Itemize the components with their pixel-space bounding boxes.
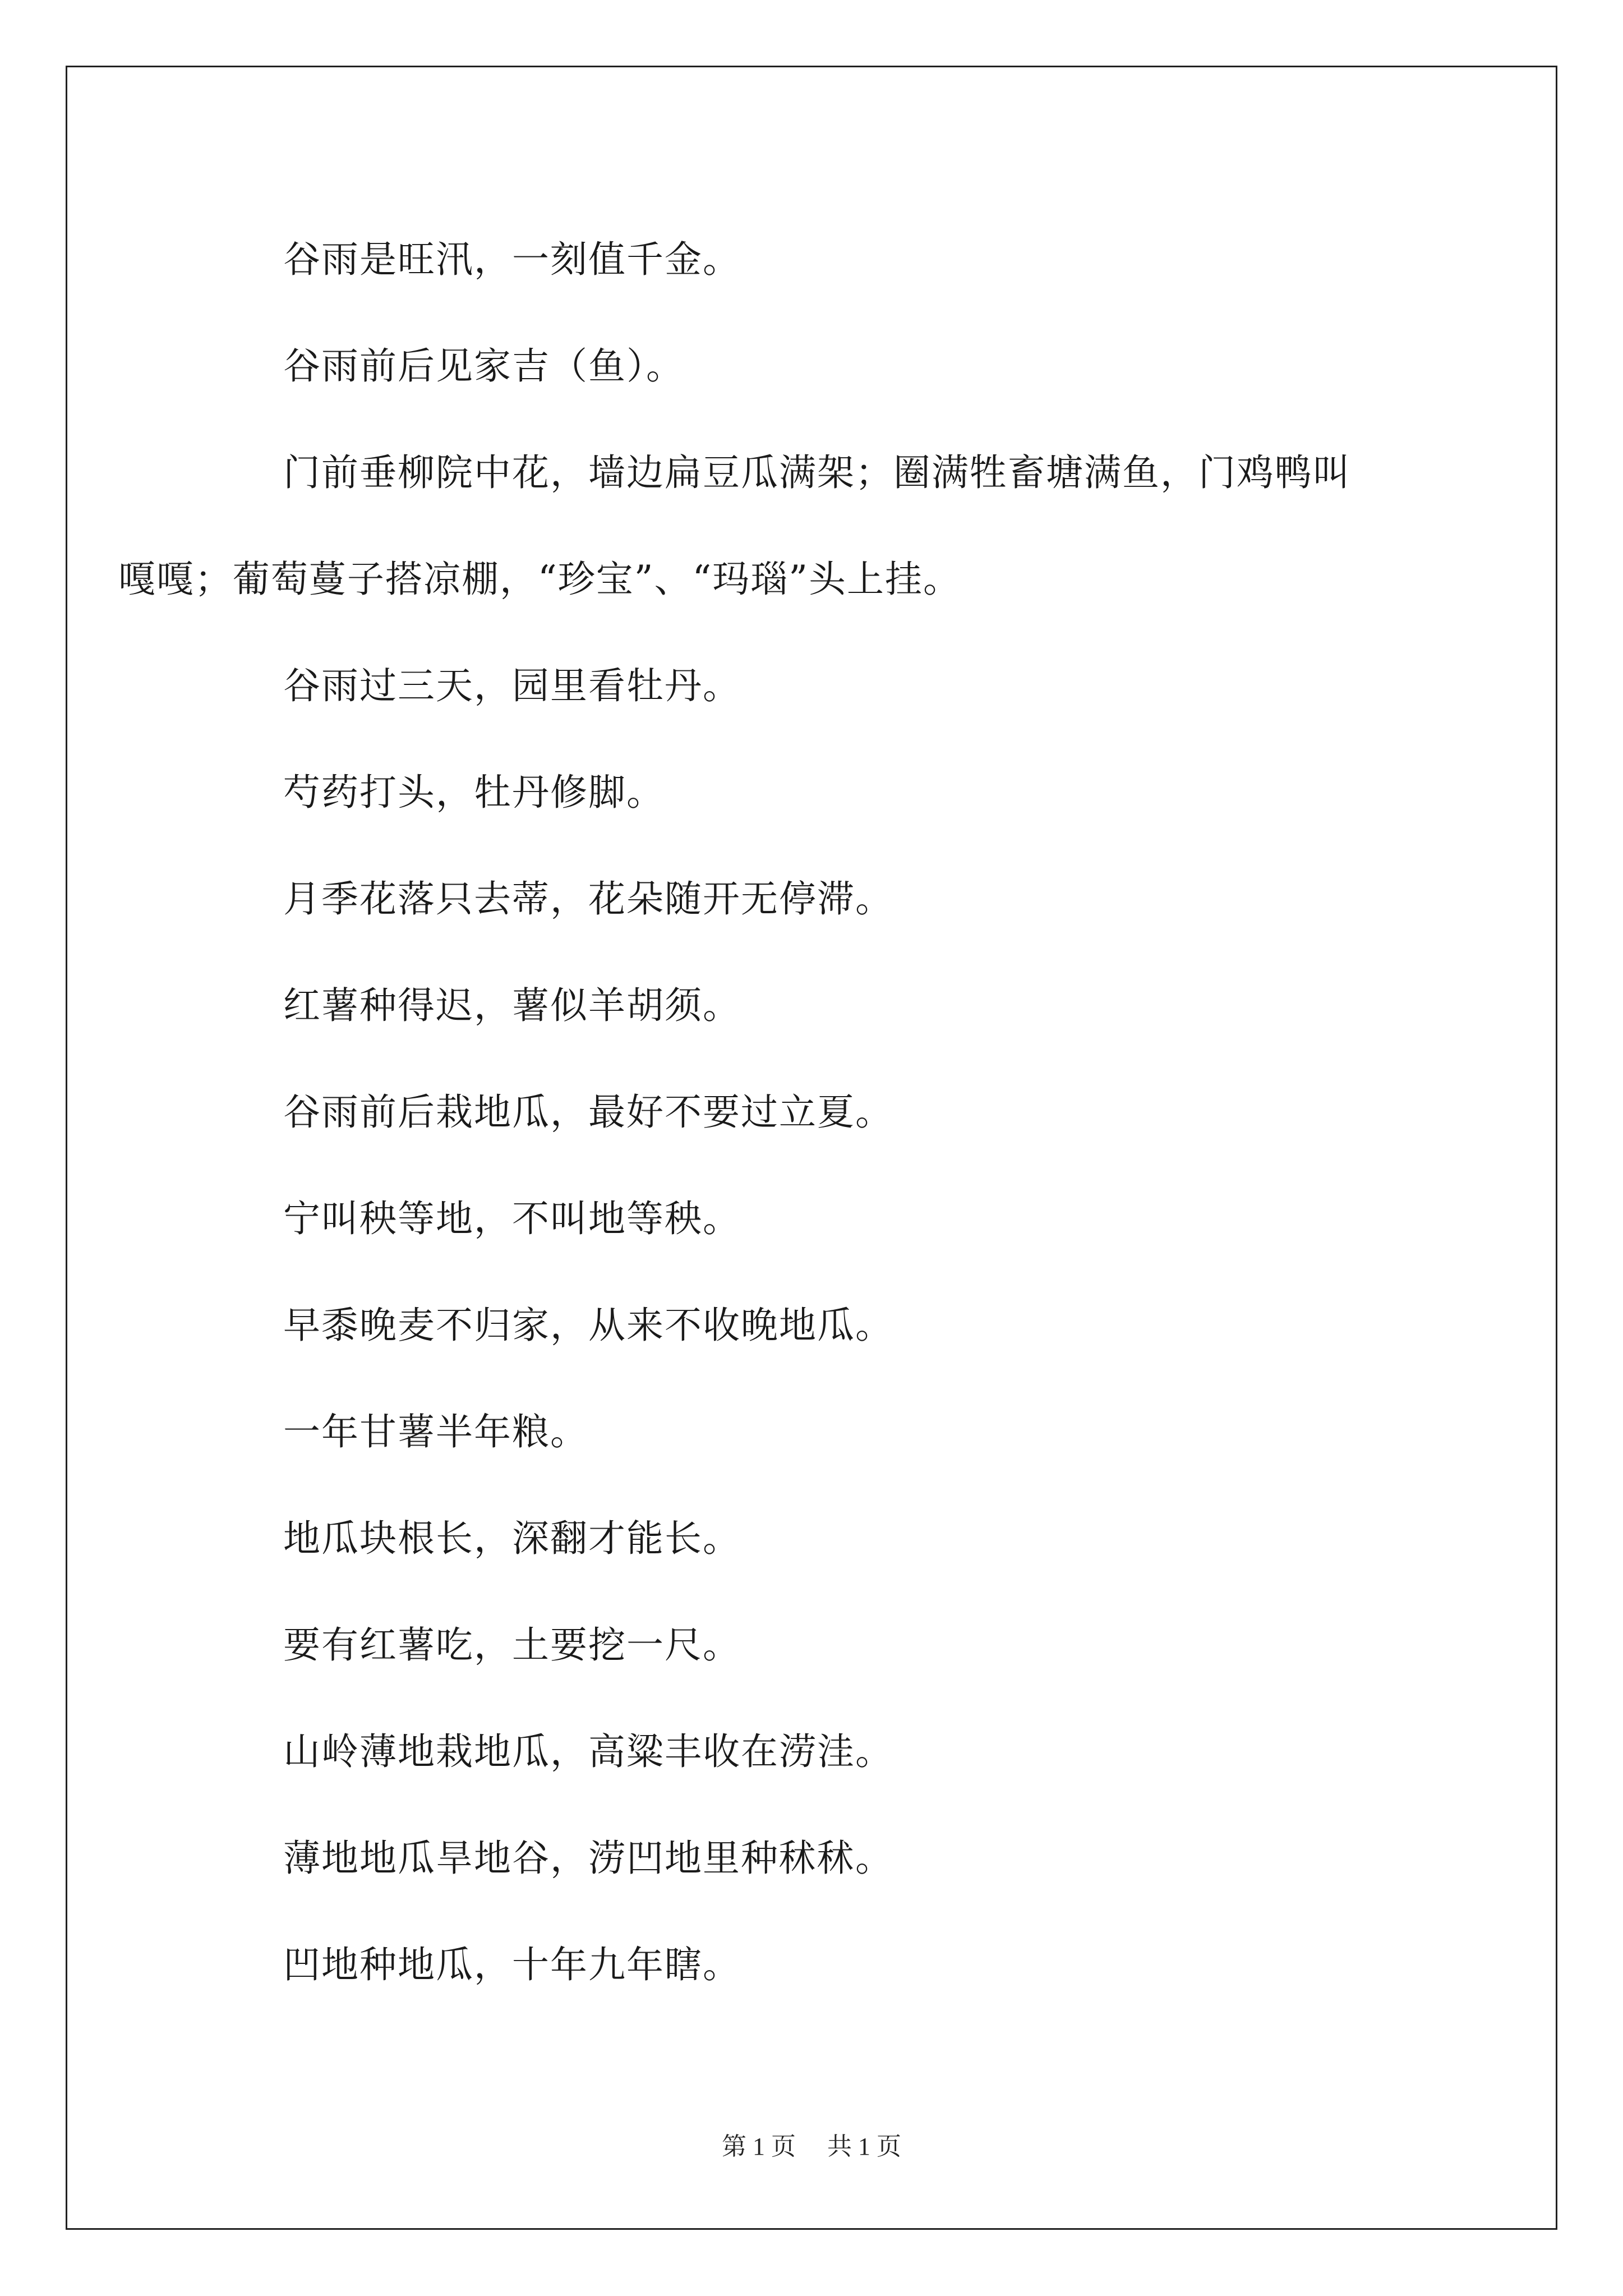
- page-number: 第 1 页: [722, 2133, 796, 2160]
- page-total: 共 1 页: [827, 2133, 901, 2160]
- text-line: 谷雨过三天，园里看牡丹。: [283, 664, 741, 707]
- paragraph: [201, 1059, 1435, 1166]
- text-line-continued: 嘎嘎；葡萄蔓子搭凉棚，“珍宝”、“玛瑙”头上挂。: [118, 558, 961, 601]
- text-line: 一年甘薯半年粮。: [283, 1410, 588, 1453]
- text-line: 芍药打头，牡丹修脚。: [283, 771, 665, 814]
- document-body: [118, 206, 1435, 2018]
- text-line: 红薯种得迟，薯似羊胡须。: [283, 984, 741, 1027]
- paragraph: [201, 206, 1435, 313]
- paragraph: [201, 1912, 1435, 2018]
- paragraph: [201, 1592, 1435, 1699]
- text-line: 要有红薯吃，土要挖一尺。: [283, 1623, 741, 1667]
- paragraph: [201, 739, 1435, 846]
- paragraph: [201, 633, 1435, 739]
- text-line: 凹地种地瓜，十年九年瞎。: [283, 1943, 741, 1986]
- text-line: 薄地地瓜旱地谷，涝凹地里种秫秫。: [283, 1837, 893, 1880]
- paragraph: [201, 953, 1435, 1059]
- text-line: 门前垂柳院中花，墙边扁豆瓜满架；圈满牲畜塘满鱼，门鸡鸭叫: [283, 451, 1351, 494]
- paragraph: [201, 846, 1435, 953]
- paragraph: [118, 420, 1435, 633]
- text-line: 谷雨是旺汛，一刻值千金。: [283, 238, 741, 281]
- paragraph: [201, 1379, 1435, 1485]
- paragraph: [201, 1272, 1435, 1379]
- text-line: 地瓜块根长，深翻才能长。: [283, 1517, 741, 1560]
- paragraph: [201, 1485, 1435, 1592]
- paragraph: [201, 1699, 1435, 1805]
- page-footer: [0, 2126, 1623, 2162]
- text-line: 谷雨前后栽地瓜，最好不要过立夏。: [283, 1091, 893, 1134]
- text-line: 宁叫秧等地，不叫地等秧。: [283, 1197, 741, 1240]
- text-line: 山岭薄地栽地瓜，高粱丰收在涝洼。: [283, 1730, 893, 1773]
- text-line: 月季花落只去蒂，花朵随开无停滞。: [283, 877, 893, 921]
- text-line: 谷雨前后见家吉（鱼）。: [283, 344, 684, 388]
- text-line: 早黍晚麦不归家，从来不收晚地瓜。: [283, 1304, 893, 1347]
- paragraph: [201, 1805, 1435, 1912]
- paragraph: [201, 313, 1435, 420]
- paragraph: [201, 1166, 1435, 1272]
